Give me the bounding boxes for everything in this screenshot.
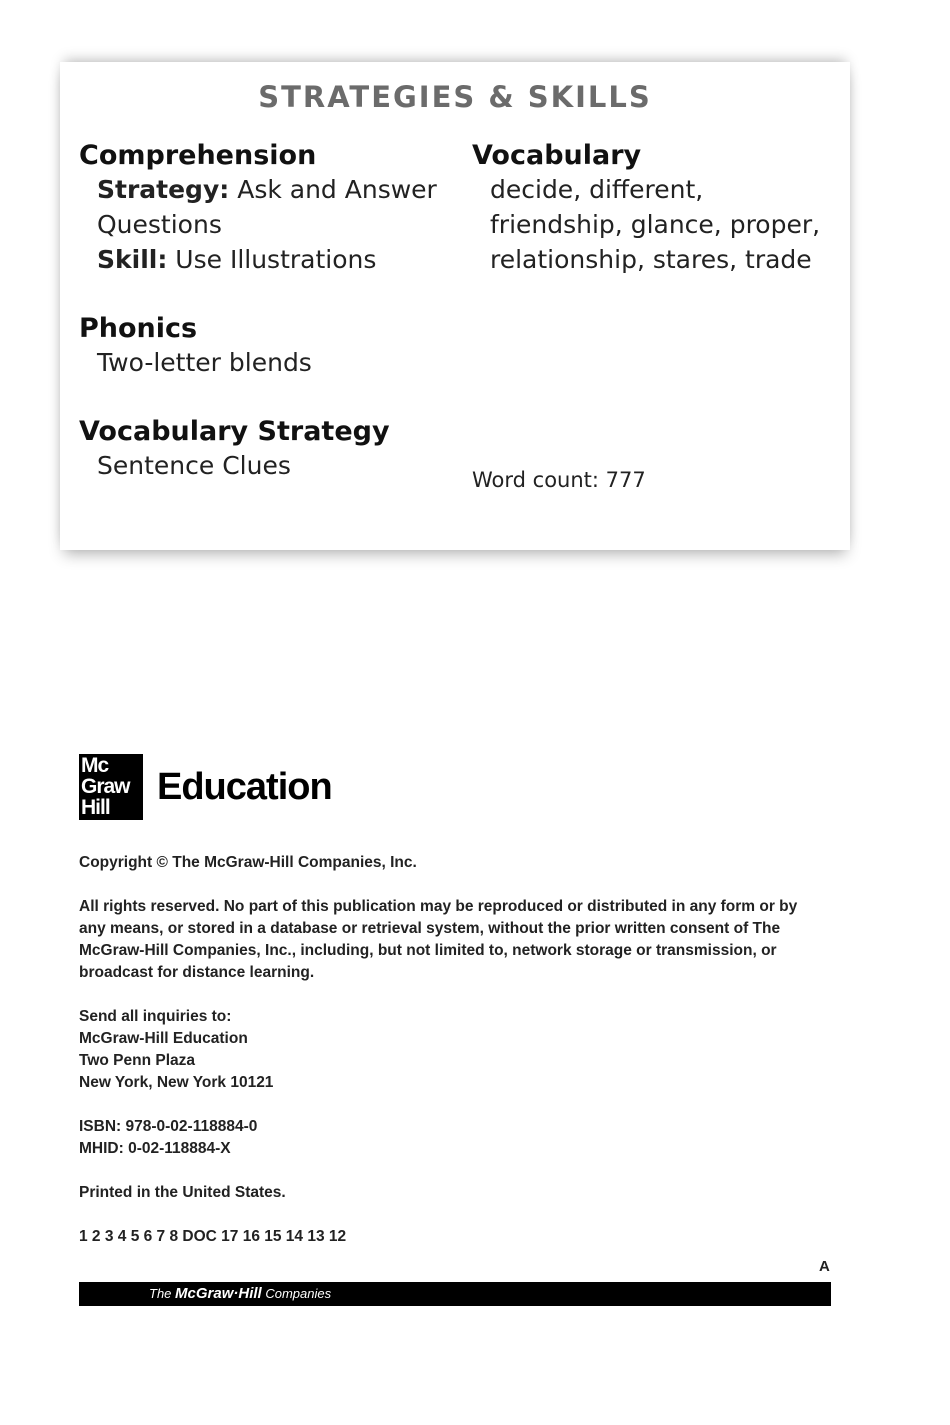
isbn-paragraph: [79, 1116, 829, 1160]
strategies-skills-box: [60, 62, 850, 550]
address-line: McGraw-Hill Education: [79, 1030, 248, 1047]
skill-value: Use Illustrations: [175, 245, 377, 274]
rights-line: McGraw-Hill Companies, Inc., including, but not limited to, network storage or transmission, or: [79, 942, 777, 959]
address-paragraph: [79, 1006, 829, 1094]
footer-bar: [79, 1282, 831, 1306]
logo-box-line: Mc: [81, 754, 109, 777]
rights-line: All rights reserved. No part of this publication may be reproduced or distributed in any form or by: [79, 898, 798, 915]
copyright-block: [79, 852, 829, 1270]
skills-left-column: [79, 140, 459, 519]
skills-title: STRATEGIES & SKILLS: [258, 80, 652, 114]
address-line: Send all inquiries to:: [79, 1008, 232, 1025]
copyright-line: Copyright © The McGraw-Hill Companies, Inc.: [79, 854, 417, 871]
mcgraw-hill-logo-box: [79, 754, 143, 820]
vocab-strategy-value: Sentence Clues: [97, 451, 291, 480]
strategy-line: [97, 172, 459, 207]
strategy-label: Strategy:: [97, 175, 230, 204]
footer-the: The: [149, 1286, 172, 1301]
skill-line: [97, 242, 459, 277]
vocabulary-line: decide, different,: [490, 175, 704, 204]
comprehension-heading: Comprehension: [79, 140, 317, 171]
rights-line: any means, or stored in a database or retrieval system, without the prior written consent of The: [79, 920, 781, 937]
logo-box-line: Hill: [81, 796, 110, 819]
comprehension-section: [79, 140, 459, 277]
mcgraw-hill-education-logo: [79, 754, 332, 820]
rights-line: broadcast for distance learning.: [79, 964, 315, 981]
strategy-line-2: Questions: [97, 210, 222, 239]
mhid-line: MHID: 0-02-118884-X: [79, 1140, 231, 1157]
address-line: Two Penn Plaza: [79, 1052, 195, 1069]
skill-label: Skill:: [97, 245, 168, 274]
footer-brand: [149, 1285, 331, 1302]
vocabulary-line: relationship, stares, trade: [490, 245, 812, 274]
phonics-heading: Phonics: [79, 313, 198, 344]
footer-companies: Companies: [265, 1286, 332, 1301]
vocabulary-line: friendship, glance, proper,: [490, 210, 821, 239]
word-count: Word count: 777: [472, 468, 646, 492]
isbn-line: ISBN: 978-0-02-118884-0: [79, 1118, 258, 1135]
phonics-value: Two-letter blends: [97, 348, 312, 377]
page-letter: A: [819, 1258, 830, 1275]
vocab-strategy-section: [79, 416, 459, 483]
rights-paragraph: [79, 896, 829, 984]
vocab-strategy-heading: Vocabulary Strategy: [79, 416, 390, 447]
strategy-value: Ask and Answer: [237, 175, 437, 204]
footer-brand-name: McGraw·Hill: [175, 1285, 262, 1302]
vocabulary-heading: Vocabulary: [472, 140, 642, 171]
print-number-line: 1 2 3 4 5 6 7 8 DOC 17 16 15 14 13 12: [79, 1228, 347, 1245]
logo-box-line: Graw: [81, 775, 130, 798]
phonics-section: [79, 313, 459, 380]
logo-education-text: Education: [157, 765, 332, 808]
address-line: New York, New York 10121: [79, 1074, 274, 1091]
printed-line: Printed in the United States.: [79, 1184, 286, 1201]
skills-right-column: [472, 140, 832, 277]
